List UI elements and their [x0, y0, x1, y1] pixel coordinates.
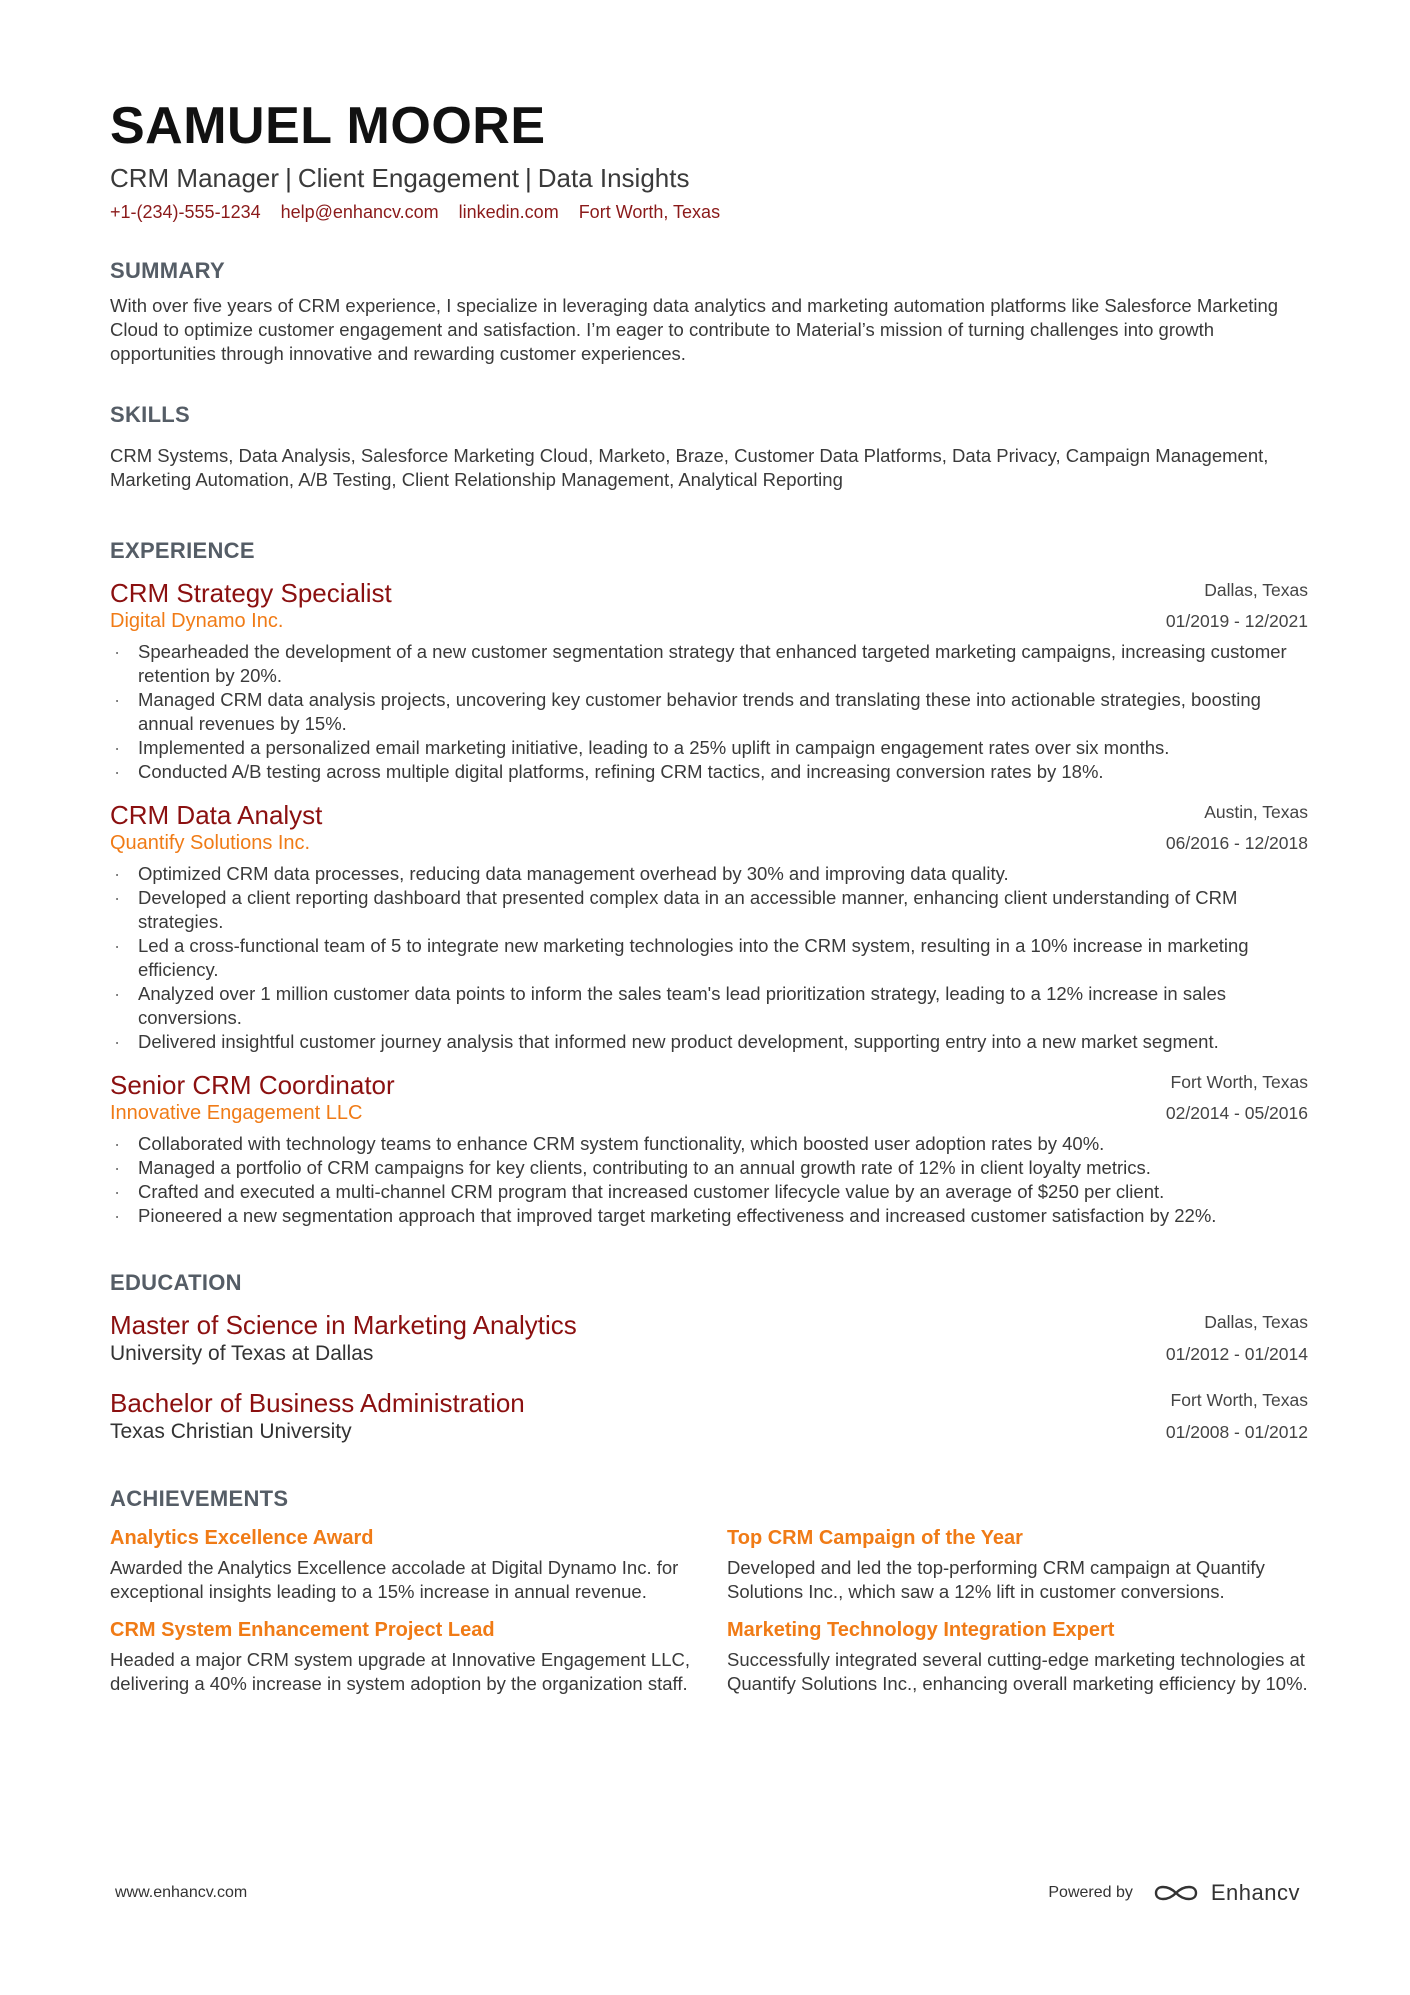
- footer-url-link[interactable]: www.enhancv.com: [115, 1884, 248, 1901]
- job-subheader: [110, 1100, 1308, 1126]
- powered-by: [1048, 1880, 1300, 1906]
- bullet-dot-icon: ·: [114, 689, 121, 710]
- tagline-part: CRM Manager: [110, 163, 280, 193]
- job-header: [110, 800, 1308, 830]
- bullet-text: Implemented a personalized email marketing initiative, leading to a 25% uplift in campaign engagement rates over six months.: [138, 737, 1170, 758]
- job-location: Austin, Texas: [1204, 802, 1308, 822]
- education-subheader: [110, 1340, 1308, 1368]
- job-bullets: [110, 640, 1308, 784]
- achievement-title: Analytics Excellence Award: [110, 1527, 374, 1549]
- summary-section: [110, 258, 1308, 366]
- bullet-item: [110, 1180, 1308, 1204]
- bullet-dot-icon: ·: [114, 1157, 121, 1178]
- bullet-item: [110, 736, 1308, 760]
- tagline-separator: |: [285, 163, 292, 193]
- job-entry: [110, 800, 1308, 1054]
- education-header: [110, 1388, 1308, 1418]
- education-location: Dallas, Texas: [1204, 1312, 1308, 1332]
- job-location: Dallas, Texas: [1204, 580, 1308, 600]
- bullet-item: [110, 1156, 1308, 1180]
- bullet-text: Delivered insightful customer journey analysis that informed new product development, supporting entry into a new market segment.: [138, 1031, 1219, 1052]
- section-title-skills: SKILLS: [110, 402, 191, 427]
- school-name: University of Texas at Dallas: [110, 1342, 374, 1365]
- resume-content: [110, 96, 1308, 1696]
- education-entry: [110, 1310, 1308, 1368]
- achievement-desc: Successfully integrated several cutting-edge marketing technologies at Quantify Solutions Inc., enhancing overall marketing efficiency by 10%.: [727, 1649, 1308, 1694]
- bullet-text: Developed a client reporting dashboard that presented complex data in an accessible manner, enhancing client understanding of CRM strategies.: [138, 887, 1238, 932]
- bullet-text: Crafted and executed a multi-channel CRM program that increased customer lifecycle value by an average of $250 per client.: [138, 1181, 1165, 1202]
- summary-text: With over five years of CRM experience, I specialize in leveraging data analytics and marketing automation platforms like Salesforce Marketing Cloud to optimize customer engagement and satisfaction. I’m eager to contribute to Material’s mission of turning challenges into growth opportunities through innovative and rewarding customer experiences.: [110, 295, 1279, 364]
- job-dates: 06/2016 - 12/2018: [1165, 833, 1308, 853]
- achievements-section: [110, 1486, 1308, 1696]
- bullet-dot-icon: ·: [114, 1205, 121, 1226]
- bullet-dot-icon: ·: [114, 761, 121, 782]
- job-location: Fort Worth, Texas: [1170, 1072, 1308, 1092]
- achievement-title: Marketing Technology Integration Expert: [727, 1619, 1115, 1641]
- job-subheader: [110, 830, 1308, 856]
- achievement-item: [110, 1616, 727, 1696]
- achievement-desc: Headed a major CRM system upgrade at Innovative Engagement LLC, delivering a 40% increase in system adoption by the organization staff.: [110, 1649, 690, 1694]
- bullet-item: [110, 1030, 1308, 1054]
- degree-title: Bachelor of Business Administration: [110, 1388, 525, 1418]
- job-title: CRM Strategy Specialist: [110, 578, 392, 608]
- bullet-item: [110, 688, 1308, 736]
- bullet-item: [110, 1132, 1308, 1156]
- bullet-item: [110, 1204, 1308, 1228]
- candidate-name: SAMUEL MOORE: [110, 97, 546, 155]
- achievements-grid: [110, 1524, 1308, 1696]
- achievement-title: Top CRM Campaign of the Year: [727, 1527, 1023, 1549]
- achievement-item: [727, 1616, 1308, 1696]
- bullet-text: Analyzed over 1 million customer data points to inform the sales team's lead prioritization strategy, leading to a 12% increase in sales conversions.: [138, 983, 1227, 1028]
- tagline-part: Data Insights: [537, 163, 690, 193]
- bullet-dot-icon: ·: [114, 887, 121, 908]
- company-name: Quantify Solutions Inc.: [110, 832, 311, 854]
- bullet-text: Pioneered a new segmentation approach that improved target marketing effectiveness and increased customer satisfaction by 22%.: [138, 1205, 1217, 1226]
- resume-header: [110, 96, 1308, 224]
- bullet-text: Collaborated with technology teams to enhance CRM system functionality, which boosted user adoption rates by 40%.: [138, 1133, 1105, 1154]
- job-title: CRM Data Analyst: [110, 800, 323, 830]
- experience-section: [110, 538, 1308, 1228]
- bullet-dot-icon: ·: [114, 641, 121, 662]
- bullet-item: [110, 934, 1308, 982]
- bullet-item: [110, 886, 1308, 934]
- section-title-experience: EXPERIENCE: [110, 538, 255, 563]
- bullet-dot-icon: ·: [114, 1133, 121, 1154]
- job-bullets: [110, 862, 1308, 1054]
- bullet-dot-icon: ·: [114, 863, 121, 884]
- contact-row: [110, 200, 1308, 224]
- bullet-text: Managed a portfolio of CRM campaigns for key clients, contributing to an annual growth rate of 12% in client loyalty metrics.: [138, 1157, 1151, 1178]
- bullet-text: Managed CRM data analysis projects, uncovering key customer behavior trends and translating these into actionable strategies, boosting annual revenues by 15%.: [138, 689, 1261, 734]
- job-dates: 01/2019 - 12/2021: [1165, 611, 1308, 631]
- job-bullets: [110, 1132, 1308, 1228]
- bullet-text: Spearheaded the development of a new customer segmentation strategy that enhanced targeted marketing campaigns, increasing customer retention by 20%.: [138, 641, 1287, 686]
- education-section: [110, 1270, 1308, 1446]
- linkedin-link[interactable]: linkedin.com: [458, 202, 559, 222]
- company-name: Digital Dynamo Inc.: [110, 610, 284, 632]
- bullet-dot-icon: ·: [114, 983, 121, 1004]
- skills-text: CRM Systems, Data Analysis, Salesforce Marketing Cloud, Marketo, Braze, Customer Data Platforms, Data Privacy, Campaign Management, Marketing Automation, A/B Testing, Client Relationship Management, Analytical Reporting: [110, 445, 1269, 490]
- bullet-item: [110, 862, 1308, 886]
- degree-title: Master of Science in Marketing Analytics: [110, 1310, 577, 1340]
- bullet-item: [110, 640, 1308, 688]
- bullet-dot-icon: ·: [114, 935, 121, 956]
- powered-by-label: Powered by: [1048, 1884, 1133, 1901]
- job-dates: 02/2014 - 05/2016: [1165, 1103, 1308, 1123]
- education-dates: 01/2008 - 01/2012: [1165, 1422, 1308, 1442]
- job-header: [110, 578, 1308, 608]
- job-header: [110, 1070, 1308, 1100]
- skills-section: [110, 402, 1308, 492]
- tagline: [110, 162, 1308, 194]
- education-header: [110, 1310, 1308, 1340]
- education-dates: 01/2012 - 01/2014: [1165, 1344, 1308, 1364]
- achievement-item: [727, 1524, 1308, 1604]
- education-subheader: [110, 1418, 1308, 1446]
- tagline-separator: |: [524, 163, 532, 193]
- education-entry: [110, 1388, 1308, 1446]
- brand-logo[interactable]: [1153, 1880, 1300, 1906]
- enhancv-logo-icon: [1153, 1882, 1199, 1904]
- tagline-part: Client Engagement: [297, 163, 519, 193]
- bullet-item: [110, 982, 1308, 1030]
- phone-link[interactable]: +1-(234)-555-1234: [110, 202, 261, 222]
- bullet-dot-icon: ·: [114, 1181, 121, 1202]
- email-link[interactable]: help@enhancv.com: [280, 202, 439, 222]
- bullet-text: Led a cross-functional team of 5 to integrate new marketing technologies into the CRM system, resulting in a 10% increase in marketing efficiency.: [138, 935, 1249, 980]
- school-name: Texas Christian University: [110, 1420, 352, 1443]
- bullet-dot-icon: ·: [114, 737, 121, 758]
- achievement-title: CRM System Enhancement Project Lead: [110, 1619, 495, 1641]
- page-footer: [115, 1880, 1300, 1906]
- job-entry: [110, 1070, 1308, 1228]
- education-location: Fort Worth, Texas: [1170, 1390, 1308, 1410]
- achievement-desc: Awarded the Analytics Excellence accolade at Digital Dynamo Inc. for exceptional insights leading to a 15% increase in annual revenue.: [110, 1557, 679, 1602]
- bullet-item: [110, 760, 1308, 784]
- bullet-text: Conducted A/B testing across multiple digital platforms, refining CRM tactics, and increasing conversion rates by 18%.: [138, 761, 1104, 782]
- job-title: Senior CRM Coordinator: [110, 1070, 395, 1100]
- section-title-summary: SUMMARY: [110, 258, 225, 283]
- section-title-achievements: ACHIEVEMENTS: [110, 1486, 289, 1511]
- section-title-education: EDUCATION: [110, 1270, 242, 1295]
- location-text: Fort Worth, Texas: [578, 202, 721, 222]
- bullet-text: Optimized CRM data processes, reducing data management overhead by 30% and improving data quality.: [138, 863, 1009, 884]
- bullet-dot-icon: ·: [114, 1031, 121, 1052]
- brand-name: Enhancv: [1210, 1880, 1300, 1905]
- achievement-item: [110, 1524, 727, 1604]
- achievement-desc: Developed and led the top-performing CRM campaign at Quantify Solutions Inc., which saw a 12% lift in customer conversions.: [727, 1557, 1265, 1602]
- company-name: Innovative Engagement LLC: [110, 1102, 363, 1124]
- job-entry: [110, 578, 1308, 784]
- job-subheader: [110, 608, 1308, 634]
